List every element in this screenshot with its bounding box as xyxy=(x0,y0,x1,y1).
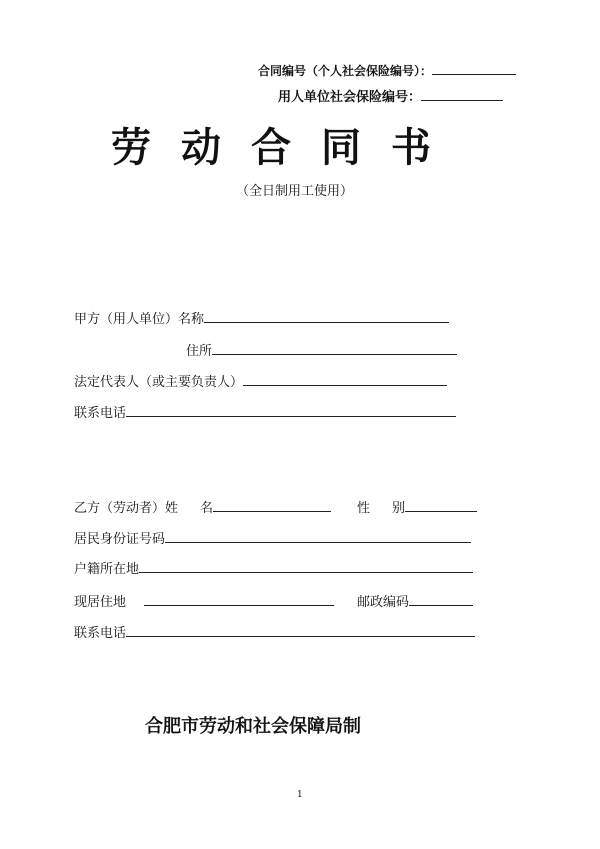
party-b-postcode-row xyxy=(357,591,473,610)
contract-number-label: 合同编号（个人社会保险编号）： xyxy=(258,64,433,78)
party-a-legal-rep-label: 法定代表人（或主要负责人） xyxy=(74,375,244,390)
party-a-phone-row xyxy=(74,402,456,421)
party-b-gender-char2: 别 xyxy=(392,501,406,516)
party-a-address-row xyxy=(186,340,457,359)
party-b-id-row xyxy=(74,528,471,547)
party-b-residence-label: 现居住地 xyxy=(74,595,127,610)
document-title: 劳动合同书 xyxy=(111,124,461,171)
party-b-household-blank[interactable] xyxy=(139,571,473,573)
party-b-name-row xyxy=(74,497,331,516)
employer-insurance-number-row xyxy=(278,86,503,105)
party-b-name-blank[interactable] xyxy=(213,510,331,512)
contract-number-row xyxy=(258,62,516,79)
party-a-legal-rep-row xyxy=(74,371,447,390)
issuer-footer: 合肥市劳动和社会保障局制 xyxy=(145,716,361,737)
party-b-id-label: 居民身份证号码 xyxy=(74,532,166,547)
party-a-phone-blank[interactable] xyxy=(126,415,456,417)
page-number: 1 xyxy=(297,790,303,800)
party-b-residence-blank[interactable] xyxy=(144,604,334,606)
employer-insurance-number-blank[interactable] xyxy=(421,99,503,101)
party-b-household-label: 户籍所在地 xyxy=(74,562,140,577)
party-b-gender-blank[interactable] xyxy=(405,510,477,512)
party-a-address-label: 住所 xyxy=(186,344,213,359)
party-b-gender-row xyxy=(357,497,477,516)
employer-insurance-number-label: 用人单位社会保险编号： xyxy=(278,90,422,105)
party-a-name-blank[interactable] xyxy=(204,321,449,323)
party-b-name-char: 名 xyxy=(200,501,214,516)
party-b-intro-label: 乙方（劳动者）姓 xyxy=(74,501,179,516)
party-b-gender-char1: 性 xyxy=(357,501,371,516)
document-subtitle: （全日制用工使用） xyxy=(236,184,354,199)
contract-number-blank[interactable] xyxy=(432,73,516,75)
party-a-name-row xyxy=(74,308,449,327)
party-b-phone-row xyxy=(74,622,475,641)
party-b-residence-row xyxy=(74,591,334,610)
party-a-name-label: 甲方（用人单位）名称 xyxy=(74,312,205,327)
party-b-phone-label: 联系电话 xyxy=(74,626,127,641)
party-b-postcode-label: 邮政编码 xyxy=(357,595,410,610)
party-b-phone-blank[interactable] xyxy=(126,635,475,637)
party-b-id-blank[interactable] xyxy=(165,541,471,543)
party-a-legal-rep-blank[interactable] xyxy=(243,384,447,386)
party-b-postcode-blank[interactable] xyxy=(409,604,473,606)
party-b-household-row xyxy=(74,558,473,577)
party-a-phone-label: 联系电话 xyxy=(74,406,127,421)
party-a-address-blank[interactable] xyxy=(212,353,457,355)
